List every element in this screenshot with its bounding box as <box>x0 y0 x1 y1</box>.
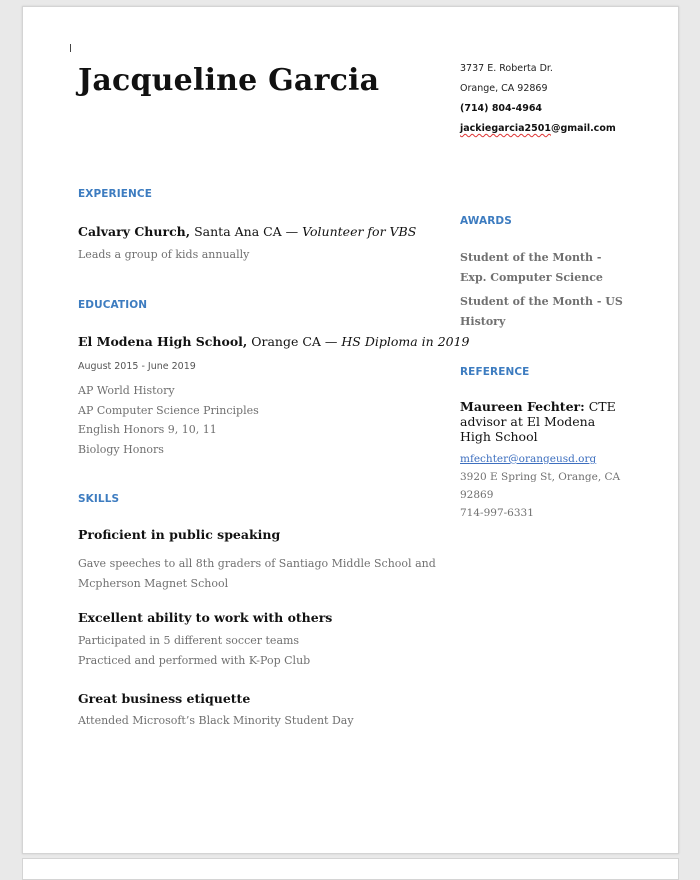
award-line: Student of the Month - US <box>460 295 623 308</box>
experience-location: Santa Ana CA — <box>190 224 303 239</box>
experience-heading: EXPERIENCE <box>78 188 152 200</box>
reference-address-line-2: 92869 <box>460 489 494 501</box>
skill-detail-line: Attended Microsoft’s Black Minority Student Day <box>78 714 354 727</box>
awards-heading: AWARDS <box>460 215 512 227</box>
reference-role: CTE <box>584 399 616 414</box>
course-item: AP World History <box>78 384 175 397</box>
experience-description: Leads a group of kids annually <box>78 248 250 261</box>
award-line: History <box>460 314 506 328</box>
skill-title: Proficient in public speaking <box>78 527 281 542</box>
education-role: HS Diploma in 2019 <box>341 334 470 349</box>
education-heading: EDUCATION <box>78 299 148 311</box>
contact-block <box>460 59 616 139</box>
education-dates: August 2015 - June 2019 <box>78 361 196 372</box>
award-item <box>460 292 623 331</box>
reference-role-line: advisor at El Modena <box>460 414 596 429</box>
reference-title <box>460 399 616 444</box>
address-line-1: 3737 E. Roberta Dr. <box>460 63 553 74</box>
education-entry-title <box>78 334 470 349</box>
skill-detail-line: Participated in 5 different soccer teams <box>78 634 300 647</box>
reference-phone: 714-997-6331 <box>460 507 534 519</box>
award-line: Exp. Computer Science <box>460 270 603 284</box>
email-domain: @gmail.com <box>550 123 616 134</box>
reference-name: Maureen Fechter: <box>460 399 585 414</box>
skill-title: Excellent ability to work with others <box>78 610 333 625</box>
skill-title: Great business etiquette <box>78 691 251 706</box>
award-line: Student of the Month - <box>460 251 602 264</box>
skills-heading: SKILLS <box>78 493 120 505</box>
reference-contact <box>460 450 620 522</box>
skill-details <box>78 631 310 670</box>
award-item <box>460 248 603 287</box>
skill-detail-line: Practiced and performed with K-Pop Club <box>78 653 311 667</box>
skill-details <box>78 711 354 731</box>
skill-detail-line: Gave speeches to all 8th graders of Santiago Middle School and <box>78 557 436 570</box>
phone-number: (714) 804-4964 <box>460 103 543 114</box>
experience-entry-title <box>78 224 416 239</box>
reference-address-line-1: 3920 E Spring St, Orange, CA <box>460 471 621 483</box>
document-page[interactable] <box>22 6 679 854</box>
email-user: jackiegarcia2501 <box>460 123 551 134</box>
reference-heading: REFERENCE <box>460 366 530 378</box>
email-address[interactable] <box>460 119 616 139</box>
next-page-edge <box>22 858 679 880</box>
course-item: English Honors 9, 10, 11 <box>78 423 217 436</box>
skill-details <box>78 554 436 593</box>
skill-detail-line: Mcpherson Magnet School <box>78 576 229 590</box>
experience-role: Volunteer for VBS <box>302 224 417 239</box>
course-item: Biology Honors <box>78 442 164 456</box>
experience-org: Calvary Church, <box>78 224 191 239</box>
reference-email-link[interactable]: mfechter@orangeusd.org <box>460 453 597 465</box>
address-line-2: Orange, CA 92869 <box>460 83 548 94</box>
education-courses <box>78 381 259 459</box>
course-item: AP Computer Science Principles <box>78 403 259 417</box>
education-location: Orange CA — <box>247 334 342 349</box>
reference-role-line: High School <box>460 429 538 444</box>
education-org: El Modena High School, <box>78 334 248 349</box>
text-cursor <box>70 44 71 52</box>
resume-name: Jacqueline Garcia <box>78 63 380 98</box>
